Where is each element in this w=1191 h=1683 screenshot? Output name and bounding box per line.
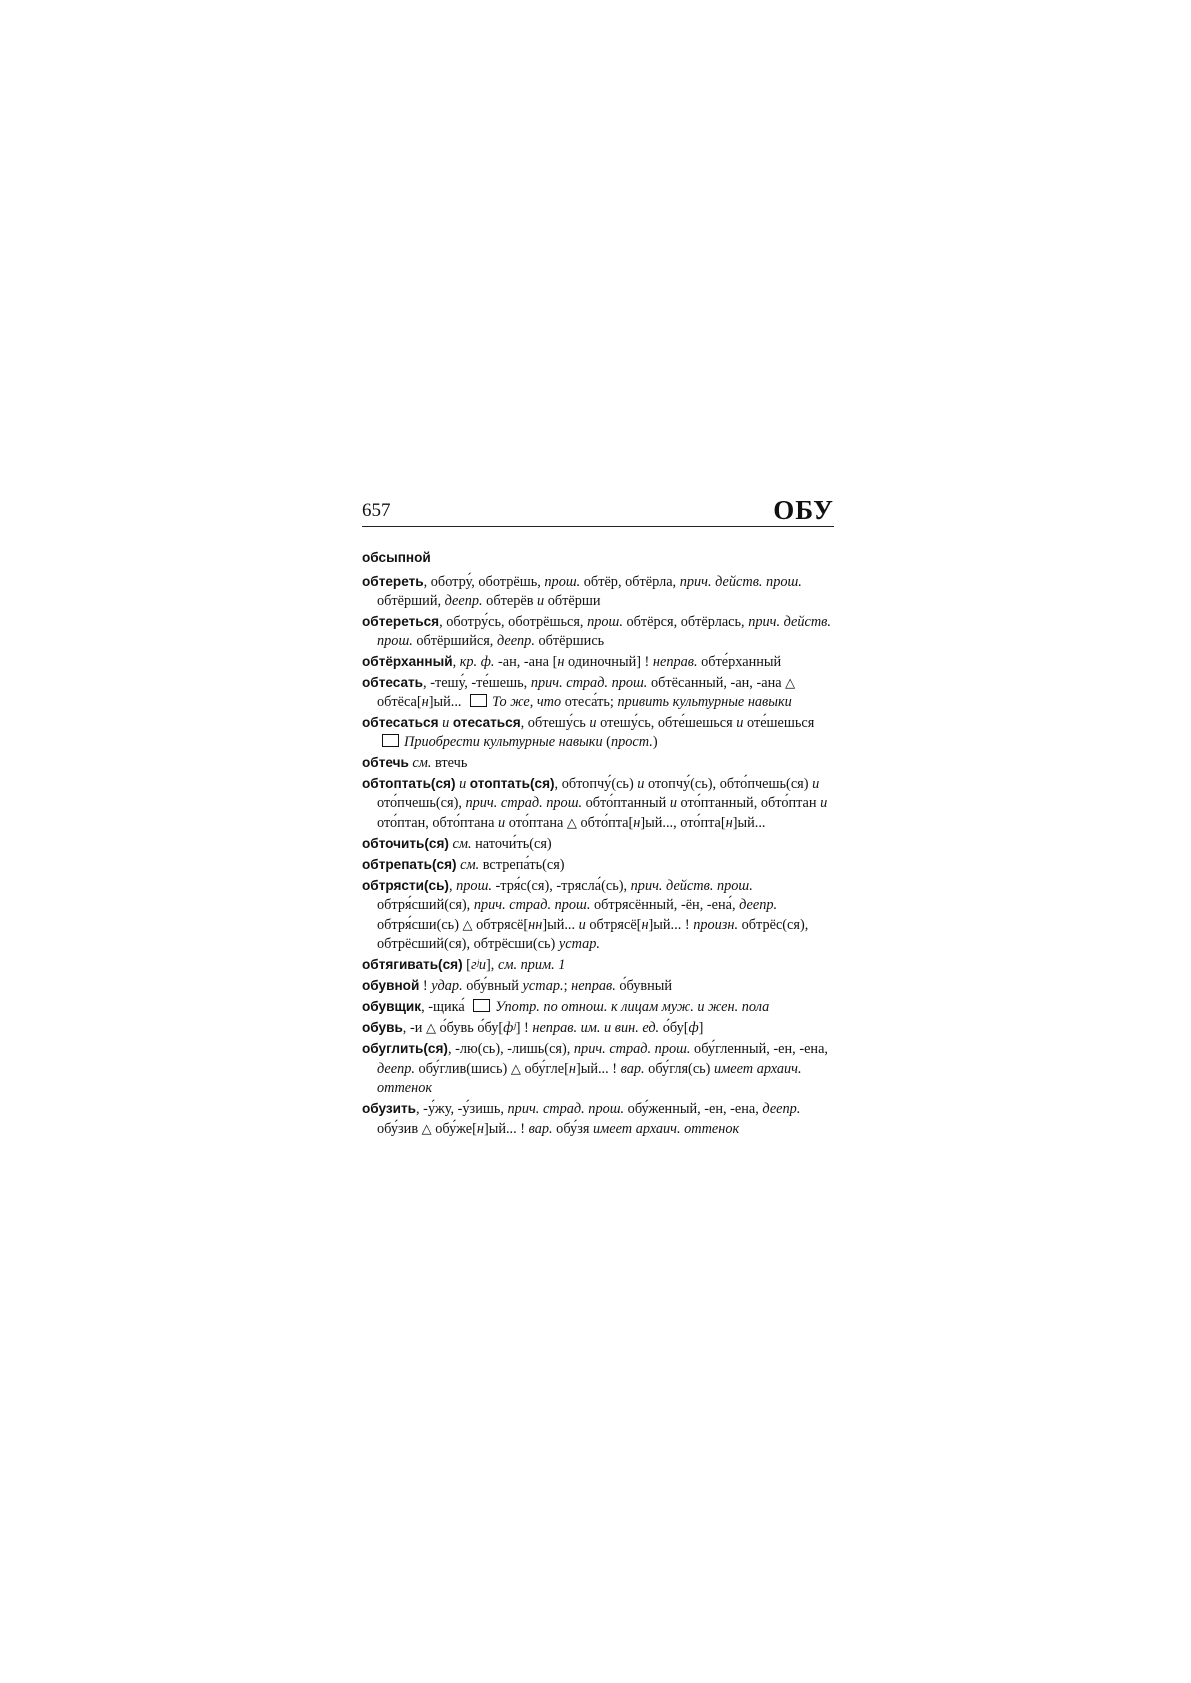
grammar-label: см. прим. 1: [497, 957, 566, 973]
entry-text: , обтешу́сь: [520, 715, 590, 731]
entry-text: [: [462, 957, 471, 973]
entry-text: отопчу́(сь), обто́пчешь(ся): [644, 776, 813, 792]
entry-text: , -щика́: [421, 999, 469, 1015]
entry-text: -ан, -ана [: [494, 654, 558, 670]
entry-text: , -лю(сь), -лишь(ся),: [447, 1041, 574, 1057]
headword: обсыпной: [362, 550, 431, 565]
headword: обточить(ся): [362, 836, 449, 851]
entry-text: ото́птанный, обто́птан: [676, 795, 821, 811]
headword: обтёрханный: [362, 654, 453, 669]
entry-text: ]ый... !: [648, 917, 694, 933]
entry-text: одиночный] !: [564, 654, 653, 670]
entry-text: ],: [486, 957, 498, 973]
grammar-label: прич. действ. прош.: [630, 878, 753, 894]
grammar-label: и: [637, 776, 645, 792]
grammar-label: н: [476, 1121, 484, 1137]
grammar-label: см.: [460, 857, 480, 873]
entry-text: , -и: [402, 1020, 426, 1036]
triangle-icon: △: [510, 1061, 521, 1076]
entry-text: (: [602, 734, 611, 750]
headword: отоптать(ся): [469, 776, 555, 791]
grammar-label: Приобрести культурные навыки: [404, 734, 603, 750]
grammar-label: прич. страд. прош.: [473, 897, 591, 913]
dictionary-entry: [362, 997, 834, 1017]
grammar-label: и: [459, 776, 467, 792]
headword: обтереть: [362, 574, 424, 589]
grammar-label: прич. действ. прош.: [679, 574, 802, 590]
grammar-label: см.: [412, 755, 432, 771]
grammar-label: деепр.: [496, 633, 535, 649]
grammar-label: и: [498, 815, 506, 831]
grammar-label: То же, что: [492, 694, 562, 710]
definition-box-icon: [470, 694, 487, 707]
entry-text: обтёрший,: [377, 593, 445, 609]
grammar-label: деепр.: [739, 897, 778, 913]
entry-text: ,: [452, 654, 460, 670]
entry-text: обто́пта[: [576, 815, 634, 831]
grammar-label: деепр.: [444, 593, 483, 609]
entry-text: обу́глив(шись): [414, 1061, 511, 1077]
dictionary-entry: [362, 548, 834, 568]
grammar-label: гʲи: [470, 957, 487, 973]
entry-text: обте́рханный: [697, 654, 782, 670]
entry-text: обу́же[: [431, 1121, 477, 1137]
dictionary-entries: [362, 548, 834, 1140]
entry-text: наточи́ть(ся): [471, 836, 552, 852]
grammar-label: ф: [688, 1020, 699, 1036]
headword: обуглить(ся): [362, 1041, 448, 1056]
entry-text: обтрясённый, -ён, -ена́,: [590, 897, 740, 913]
page-header: [362, 492, 834, 527]
dictionary-entry: [362, 1039, 834, 1098]
entry-text: -тря́с(ся), -трясла́(сь),: [491, 878, 631, 894]
grammar-label: прош.: [456, 878, 492, 894]
grammar-label: фʲ: [503, 1020, 516, 1036]
entry-text: !: [419, 978, 432, 994]
entry-text: , оботру́, оботрёшь,: [423, 574, 545, 590]
page-number: 657: [362, 500, 391, 521]
dictionary-entry: [362, 774, 834, 833]
entry-text: , оботру́сь, оботрёшься,: [439, 614, 588, 630]
dictionary-entry: [362, 834, 834, 854]
grammar-label: деепр.: [377, 1061, 415, 1077]
entry-text: обтёр, обтёрла,: [580, 574, 680, 590]
entry-text: , -тешу́, -те́шешь,: [423, 675, 531, 691]
dictionary-entry: [362, 976, 834, 996]
headword: обтрясти(сь): [362, 878, 449, 893]
entry-text: встрепа́ть(ся): [479, 857, 565, 873]
grammar-label: прич. страд. прош.: [507, 1101, 625, 1117]
entry-text: ото́птана: [505, 815, 567, 831]
headword: обтягивать(ся): [362, 957, 463, 972]
running-head: ОБУ: [773, 495, 834, 525]
grammar-label: см.: [452, 836, 472, 852]
dictionary-entry: [362, 1099, 834, 1139]
entry-text: обтёрся, обтёрлась,: [622, 614, 749, 630]
headword: обтесать: [362, 675, 424, 690]
entry-text: ]: [698, 1020, 704, 1036]
grammar-label: Употр. по отнош. к лицам муж. и жен. пола: [495, 999, 770, 1015]
headword: обтрепать(ся): [362, 857, 457, 872]
entry-text: обтрёс(ся), обтрёсший(ся), обтрёсши(сь): [377, 917, 809, 952]
grammar-label: и: [442, 715, 450, 731]
entry-text: обу́гле[: [520, 1061, 569, 1077]
grammar-label: вар.: [620, 1061, 645, 1077]
grammar-label: и: [669, 795, 677, 811]
grammar-label: имеет архаич. оттенок: [377, 1061, 802, 1096]
entry-text: ]ый...: [428, 694, 466, 710]
headword: обтечь: [362, 755, 409, 770]
entry-text: о́бу[: [659, 1020, 689, 1036]
entry-text: ]ый...: [732, 815, 766, 831]
triangle-icon: △: [462, 917, 473, 932]
dictionary-entry: [362, 673, 834, 712]
entry-text: ,: [448, 878, 457, 894]
dictionary-entry: [362, 855, 834, 875]
entry-text: ]ый..., ото́пта[: [640, 815, 726, 831]
grammar-label: и: [736, 715, 744, 731]
grammar-label: и: [589, 715, 597, 731]
entry-text: отешу́сь, обте́шешься: [596, 715, 737, 731]
grammar-label: неправ. им. и вин. ед.: [532, 1020, 660, 1036]
entry-text: оте́шешься: [743, 715, 815, 731]
dictionary-entry: [362, 652, 834, 672]
triangle-icon: △: [785, 675, 796, 690]
grammar-label: прич. действ. прош.: [377, 614, 831, 649]
entry-text: обу́зив: [377, 1121, 422, 1137]
entry-text: обто́птанный: [582, 795, 670, 811]
entry-text: обтерёв: [482, 593, 538, 609]
headword: обузить: [362, 1101, 417, 1116]
grammar-label: прош.: [587, 614, 623, 630]
entry-text: обтрясё[: [585, 917, 642, 933]
dictionary-entry: [362, 753, 834, 773]
grammar-label: деепр.: [762, 1101, 801, 1117]
grammar-label: неправ.: [571, 978, 616, 994]
dictionary-entry: [362, 1018, 834, 1038]
entry-text: ]ый...: [542, 917, 579, 933]
entry-text: обтря́сши(сь): [377, 917, 463, 933]
grammar-label: н: [633, 815, 641, 831]
entry-text: ]ый... !: [483, 1121, 529, 1137]
grammar-label: прич. страд. прош.: [465, 795, 583, 811]
grammar-label: н: [421, 694, 429, 710]
entry-text: о́бувь о́бу[: [435, 1020, 504, 1036]
definition-box-icon: [473, 999, 490, 1012]
entry-text: , -у́жу, -у́зишь,: [416, 1101, 508, 1117]
entry-text: обтёршийся,: [412, 633, 497, 649]
entry-text: ]ый... !: [575, 1061, 621, 1077]
entry-text: обтря́сший(ся),: [377, 897, 474, 913]
grammar-label: устар.: [522, 978, 564, 994]
dictionary-entry: [362, 612, 834, 651]
entry-text: обтёрши: [544, 593, 601, 609]
triangle-icon: △: [421, 1121, 432, 1136]
grammar-label: н: [641, 917, 649, 933]
grammar-label: прош.: [544, 574, 581, 590]
grammar-label: вар.: [528, 1121, 553, 1137]
dictionary-entry: [362, 713, 834, 752]
grammar-label: нн: [528, 917, 543, 933]
dictionary-entry: [362, 876, 834, 954]
grammar-label: и: [578, 917, 586, 933]
entry-text: обтёршись: [534, 633, 605, 649]
entry-text: обтрясё[: [472, 917, 529, 933]
dictionary-entry: [362, 955, 834, 975]
grammar-label: прост.: [610, 734, 653, 750]
grammar-label: н: [568, 1061, 576, 1077]
grammar-label: н: [725, 815, 733, 831]
entry-text: ото́птан, обто́птана: [377, 815, 499, 831]
entry-text: о́бувный: [615, 978, 673, 994]
entry-text: ;: [563, 978, 572, 994]
triangle-icon: △: [425, 1020, 436, 1035]
entry-text: обтёсанный, -ан, -ана: [647, 675, 786, 691]
headword: обтоптать(ся): [362, 776, 456, 791]
headword: обтереться: [362, 614, 440, 629]
headword: обувь: [362, 1020, 403, 1035]
entry-text: обу́гля(сь): [644, 1061, 715, 1077]
grammar-label: и: [820, 795, 828, 811]
grammar-label: привить культурные навыки: [617, 694, 792, 710]
headword: обувной: [362, 978, 420, 993]
entry-text: обу́гленный, -ен, -ена,: [690, 1041, 828, 1057]
grammar-label: прич. страд. прош.: [573, 1041, 691, 1057]
dictionary-entry: [362, 572, 834, 611]
grammar-label: неправ.: [652, 654, 698, 670]
grammar-label: и: [812, 776, 820, 792]
entry-text: , обтопчу́(сь): [554, 776, 638, 792]
entry-text: ото́пчешь(ся),: [377, 795, 466, 811]
headword: обтесаться: [362, 715, 439, 730]
triangle-icon: △: [566, 815, 577, 830]
entry-text: обтёса[: [377, 694, 422, 710]
entry-text: обу́вный: [462, 978, 523, 994]
entry-text: отеса́ть;: [561, 694, 618, 710]
entry-text: втечь: [431, 755, 468, 771]
grammar-label: устар.: [558, 936, 600, 952]
grammar-label: имеет архаич. оттенок: [593, 1121, 740, 1137]
grammar-label: произн.: [693, 917, 739, 933]
entry-text: обу́зя: [552, 1121, 594, 1137]
headword: отесаться: [452, 715, 521, 730]
headword: обувщик: [362, 999, 422, 1014]
entry-text: ] !: [515, 1020, 533, 1036]
grammar-label: и: [537, 593, 545, 609]
grammar-label: прич. страд. прош.: [530, 675, 648, 691]
entry-text: обу́женный, -ен, -ена,: [624, 1101, 763, 1117]
definition-box-icon: [382, 734, 399, 747]
grammar-label: н: [557, 654, 565, 670]
grammar-label: удар.: [431, 978, 463, 994]
entry-text: ): [652, 734, 658, 750]
grammar-label: кр. ф.: [459, 654, 495, 670]
